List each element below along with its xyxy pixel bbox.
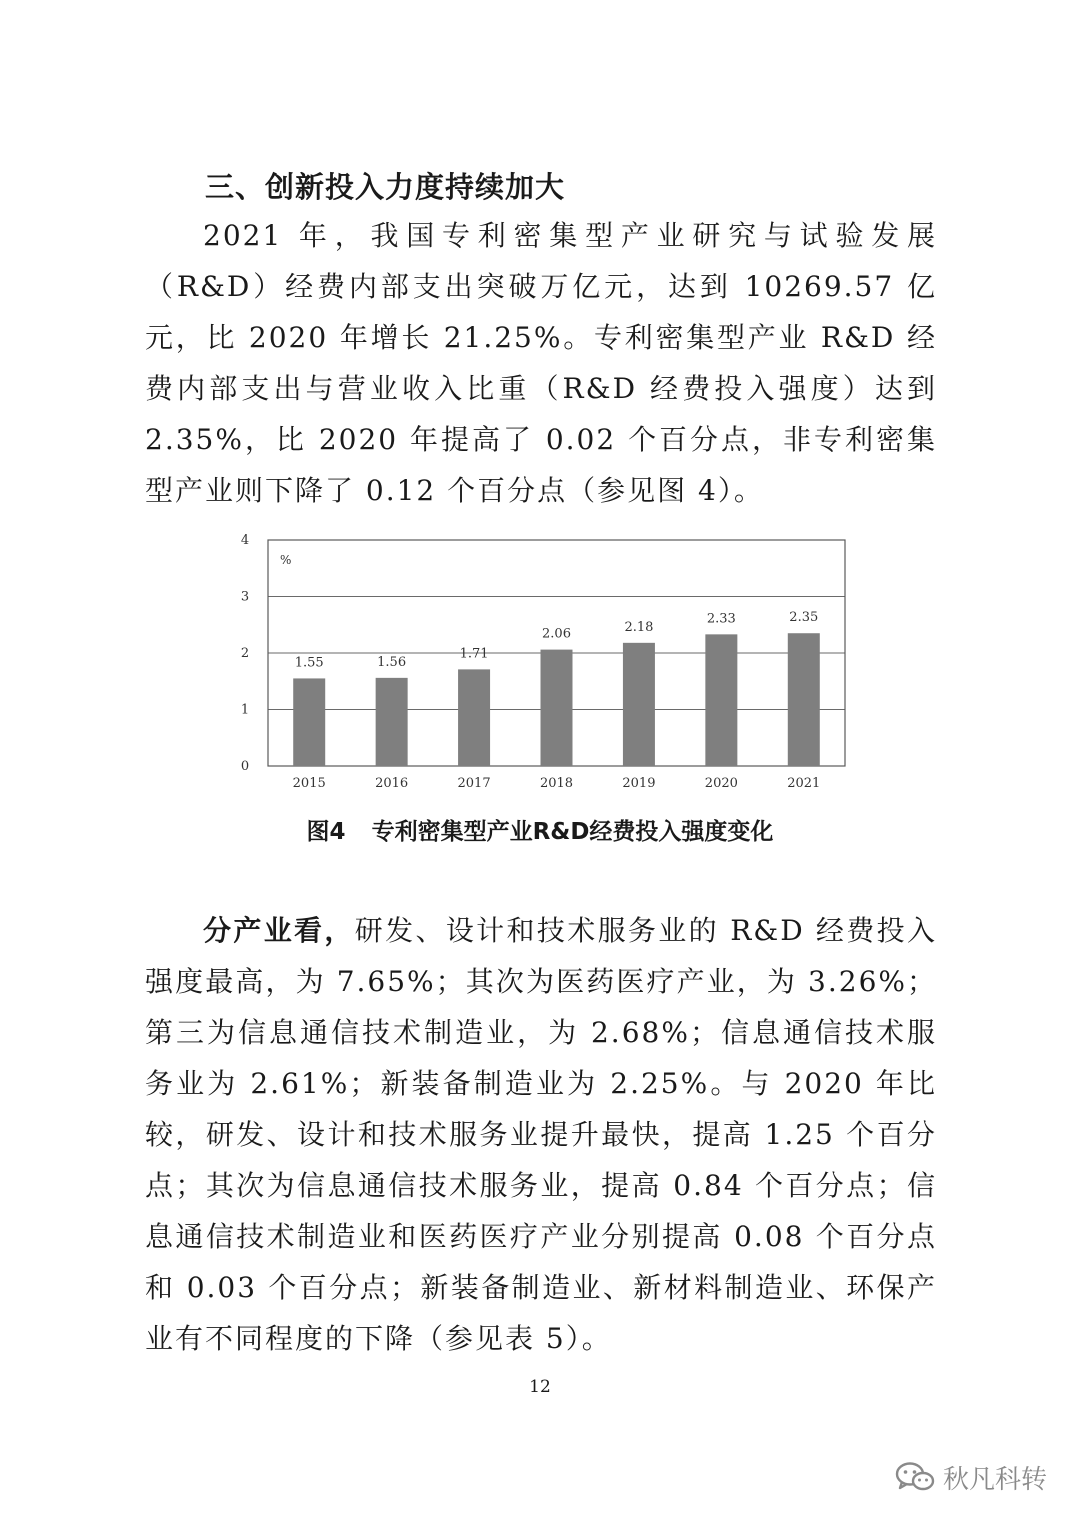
- y-axis-ticks: [241, 533, 249, 774]
- section-title: 三、创新投入力度持续加大: [205, 170, 566, 204]
- figure-number: 图4: [306, 819, 346, 845]
- bar-2017: [458, 669, 490, 766]
- x-tick-label-2015: 2015: [292, 776, 326, 791]
- y-tick-label: 3: [240, 589, 250, 605]
- paragraph-by-industry: [145, 905, 937, 1364]
- x-tick-label-2018: 2018: [539, 776, 574, 791]
- page-number: 12: [529, 1377, 551, 1397]
- x-tick-label-2017: 2017: [457, 776, 491, 791]
- y-tick-label: 2: [240, 646, 250, 661]
- bar-2019: [623, 643, 655, 766]
- x-tick-label-2016: 2016: [375, 776, 409, 791]
- bar-2018: [541, 650, 573, 766]
- x-tick-label-2019: 2019: [622, 776, 656, 791]
- y-tick-label: 1: [240, 702, 250, 718]
- wechat-icon: [895, 1461, 935, 1493]
- x-axis-ticks: [293, 776, 821, 791]
- figure-caption: [0, 812, 1080, 852]
- paragraph-rd-spending: 2021 年，我国专利密集型产业研究与试验发展（R&D）经费内部支出突破万亿元，达到 10269.57 亿元，比 2020 年增长 21.25%。专利密集型产业 R&D 经费内部支出与营业收入比重（R&D 经费投入强度）达到 2.35%，比 2020 年提高了 0.02 个百分点，非专利密集型产业则下降了 0.12 个百分点（参见图 4）。: [145, 219, 937, 507]
- watermark: [895, 1456, 1047, 1498]
- paragraph-lead: 分产业看，: [203, 914, 355, 947]
- x-tick-label-2020: 2020: [704, 776, 738, 791]
- bar-2015: [293, 678, 325, 766]
- value-label-2015: 1.55: [294, 655, 324, 671]
- value-label-2016: 1.56: [377, 654, 407, 670]
- bar-2016: [376, 678, 408, 766]
- y-tick-label: 4: [240, 533, 250, 548]
- paragraph-body: 研发、设计和技术服务业的 R&D 经费投入强度最高，为 7.65%；其次为医药医疗产业，为 3.26%；第三为信息通信技术制造业，为 2.68%；信息通信技术服务业为 2.61%；新装备制造业为 2.25%。与 2020 年比较，研发、设计和技术服务业提升最快，提高 1.25 个百分点；其次为信息通信技术服务业，提高 0.84 个百分点；信息通信技术制造业和医药医疗产业分别提高 0.08 个百分点和 0.03 个百分点；新装备制造业、新材料制造业、环保产业有不同程度的下降（参见表 5）。: [145, 914, 937, 1355]
- value-label-2017: 1.71: [459, 646, 489, 662]
- x-tick-label-2021: 2021: [787, 776, 821, 791]
- chart-unit-label: %: [280, 553, 292, 567]
- figure-title: 专利密集型产业R&D经费投入强度变化: [371, 819, 774, 845]
- y-tick-label: 0: [240, 759, 250, 774]
- watermark-text: 秋凡科转: [943, 1464, 1048, 1495]
- value-label-2019: 2.18: [624, 619, 654, 635]
- value-label-2020: 2.33: [706, 611, 736, 627]
- rd-intensity-bar-chart: [220, 527, 880, 807]
- value-label-2021: 2.35: [789, 610, 819, 626]
- bar-2020: [705, 634, 737, 766]
- bar-2021: [788, 633, 820, 766]
- value-label-2018: 2.06: [542, 626, 571, 642]
